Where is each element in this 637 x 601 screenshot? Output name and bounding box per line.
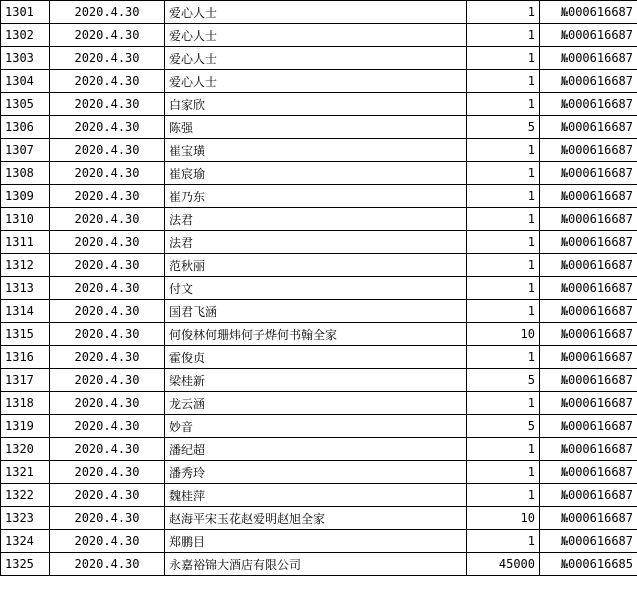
row-number: 1315: [1, 323, 50, 346]
donation-amount: 1: [467, 484, 540, 507]
donation-amount: 1: [467, 530, 540, 553]
table-row: [1, 254, 637, 277]
donation-amount: 10: [467, 323, 540, 346]
donation-amount: 5: [467, 415, 540, 438]
row-number: 1307: [1, 139, 50, 162]
donation-date: 2020.4.30: [50, 47, 165, 70]
donation-date: 2020.4.30: [50, 392, 165, 415]
row-number: 1325: [1, 553, 50, 576]
row-number: 1303: [1, 47, 50, 70]
receipt-number: №000616687: [540, 415, 637, 438]
donor-name: 龙云涵: [165, 392, 467, 415]
donation-amount: 1: [467, 139, 540, 162]
donation-date: 2020.4.30: [50, 323, 165, 346]
donor-name: 永嘉裕锦大酒店有限公司: [165, 553, 467, 576]
receipt-number: №000616687: [540, 277, 637, 300]
receipt-number: №000616687: [540, 24, 637, 47]
donation-amount: 1: [467, 461, 540, 484]
donation-amount: 5: [467, 369, 540, 392]
receipt-number: №000616687: [540, 484, 637, 507]
table-row: [1, 185, 637, 208]
donation-date: 2020.4.30: [50, 70, 165, 93]
donor-name: 范秋丽: [165, 254, 467, 277]
donation-amount: 1: [467, 47, 540, 70]
donor-name: 爱心人士: [165, 1, 467, 24]
donation-amount: 1: [467, 1, 540, 24]
donor-name: 白家欣: [165, 93, 467, 116]
donation-date: 2020.4.30: [50, 553, 165, 576]
table-row: [1, 47, 637, 70]
donor-name: 魏桂萍: [165, 484, 467, 507]
table-row: [1, 231, 637, 254]
row-number: 1311: [1, 231, 50, 254]
receipt-number: №000616687: [540, 346, 637, 369]
row-number: 1308: [1, 162, 50, 185]
donor-name: 妙音: [165, 415, 467, 438]
donation-date: 2020.4.30: [50, 369, 165, 392]
donation-amount: 1: [467, 277, 540, 300]
donor-name: 崔乃东: [165, 185, 467, 208]
table-row: [1, 484, 637, 507]
donation-amount: 1: [467, 162, 540, 185]
table-row: [1, 162, 637, 185]
row-number: 1314: [1, 300, 50, 323]
donation-amount: 1: [467, 231, 540, 254]
table-row: [1, 553, 637, 576]
donor-name: 爱心人士: [165, 24, 467, 47]
donation-amount: 1: [467, 300, 540, 323]
donor-name: 潘秀玲: [165, 461, 467, 484]
donation-date: 2020.4.30: [50, 530, 165, 553]
donation-amount: 10: [467, 507, 540, 530]
donation-amount: 1: [467, 392, 540, 415]
donor-name: 爱心人士: [165, 47, 467, 70]
row-number: 1318: [1, 392, 50, 415]
row-number: 1306: [1, 116, 50, 139]
receipt-number: №000616687: [540, 208, 637, 231]
receipt-number: №000616685: [540, 553, 637, 576]
receipt-number: №000616687: [540, 70, 637, 93]
donor-name: 爱心人士: [165, 70, 467, 93]
table-row: [1, 346, 637, 369]
donor-name: 梁桂新: [165, 369, 467, 392]
table-row: [1, 70, 637, 93]
donor-name: 法君: [165, 208, 467, 231]
receipt-number: №000616687: [540, 461, 637, 484]
donor-name: 何俊林何珊炜何子烨何书翰全家: [165, 323, 467, 346]
donor-name: 陈强: [165, 116, 467, 139]
donation-amount: 1: [467, 24, 540, 47]
table-row: [1, 116, 637, 139]
donation-date: 2020.4.30: [50, 116, 165, 139]
donation-amount: 1: [467, 438, 540, 461]
donation-amount: 1: [467, 93, 540, 116]
receipt-number: №000616687: [540, 369, 637, 392]
row-number: 1323: [1, 507, 50, 530]
donor-name: 付文: [165, 277, 467, 300]
donation-date: 2020.4.30: [50, 208, 165, 231]
receipt-number: №000616687: [540, 1, 637, 24]
row-number: 1324: [1, 530, 50, 553]
receipt-number: №000616687: [540, 530, 637, 553]
receipt-number: №000616687: [540, 392, 637, 415]
table-row: [1, 208, 637, 231]
row-number: 1317: [1, 369, 50, 392]
donation-date: 2020.4.30: [50, 24, 165, 47]
donation-date: 2020.4.30: [50, 507, 165, 530]
donation-amount: 1: [467, 346, 540, 369]
row-number: 1319: [1, 415, 50, 438]
ledger-body: [1, 1, 637, 576]
donor-name: 郑鹏目: [165, 530, 467, 553]
donor-name: 潘纪超: [165, 438, 467, 461]
table-row: [1, 277, 637, 300]
row-number: 1313: [1, 277, 50, 300]
donation-date: 2020.4.30: [50, 300, 165, 323]
donation-date: 2020.4.30: [50, 1, 165, 24]
table-row: [1, 139, 637, 162]
donor-name: 国君飞涵: [165, 300, 467, 323]
donation-amount: 1: [467, 254, 540, 277]
table-row: [1, 93, 637, 116]
donation-date: 2020.4.30: [50, 461, 165, 484]
table-row: [1, 300, 637, 323]
receipt-number: №000616687: [540, 507, 637, 530]
table-row: [1, 392, 637, 415]
table-row: [1, 1, 637, 24]
row-number: 1312: [1, 254, 50, 277]
receipt-number: №000616687: [540, 116, 637, 139]
donor-name: 霍俊贞: [165, 346, 467, 369]
row-number: 1322: [1, 484, 50, 507]
row-number: 1304: [1, 70, 50, 93]
row-number: 1301: [1, 1, 50, 24]
donation-date: 2020.4.30: [50, 185, 165, 208]
table-row: [1, 323, 637, 346]
donation-date: 2020.4.30: [50, 346, 165, 369]
row-number: 1305: [1, 93, 50, 116]
receipt-number: №000616687: [540, 231, 637, 254]
donor-name: 崔宝璜: [165, 139, 467, 162]
table-row: [1, 461, 637, 484]
receipt-number: №000616687: [540, 300, 637, 323]
donation-date: 2020.4.30: [50, 254, 165, 277]
row-number: 1320: [1, 438, 50, 461]
receipt-number: №000616687: [540, 93, 637, 116]
receipt-number: №000616687: [540, 139, 637, 162]
donation-date: 2020.4.30: [50, 93, 165, 116]
donation-amount: 45000: [467, 553, 540, 576]
receipt-number: №000616687: [540, 162, 637, 185]
table-row: [1, 507, 637, 530]
receipt-number: №000616687: [540, 185, 637, 208]
row-number: 1321: [1, 461, 50, 484]
donor-name: 法君: [165, 231, 467, 254]
donation-date: 2020.4.30: [50, 484, 165, 507]
table-row: [1, 415, 637, 438]
donation-amount: 1: [467, 70, 540, 93]
row-number: 1316: [1, 346, 50, 369]
donor-name: 崔宸瑜: [165, 162, 467, 185]
receipt-number: №000616687: [540, 438, 637, 461]
row-number: 1310: [1, 208, 50, 231]
table-row: [1, 438, 637, 461]
donation-date: 2020.4.30: [50, 277, 165, 300]
table-row: [1, 24, 637, 47]
receipt-number: №000616687: [540, 47, 637, 70]
donation-date: 2020.4.30: [50, 139, 165, 162]
row-number: 1309: [1, 185, 50, 208]
donation-amount: 1: [467, 208, 540, 231]
donor-name: 赵海平宋玉花赵爱明赵旭全家: [165, 507, 467, 530]
donation-date: 2020.4.30: [50, 162, 165, 185]
donation-amount: 1: [467, 185, 540, 208]
table-row: [1, 530, 637, 553]
donation-date: 2020.4.30: [50, 415, 165, 438]
receipt-number: №000616687: [540, 323, 637, 346]
table-row: [1, 369, 637, 392]
donation-amount: 5: [467, 116, 540, 139]
donation-date: 2020.4.30: [50, 438, 165, 461]
donation-date: 2020.4.30: [50, 231, 165, 254]
receipt-number: №000616687: [540, 254, 637, 277]
row-number: 1302: [1, 24, 50, 47]
